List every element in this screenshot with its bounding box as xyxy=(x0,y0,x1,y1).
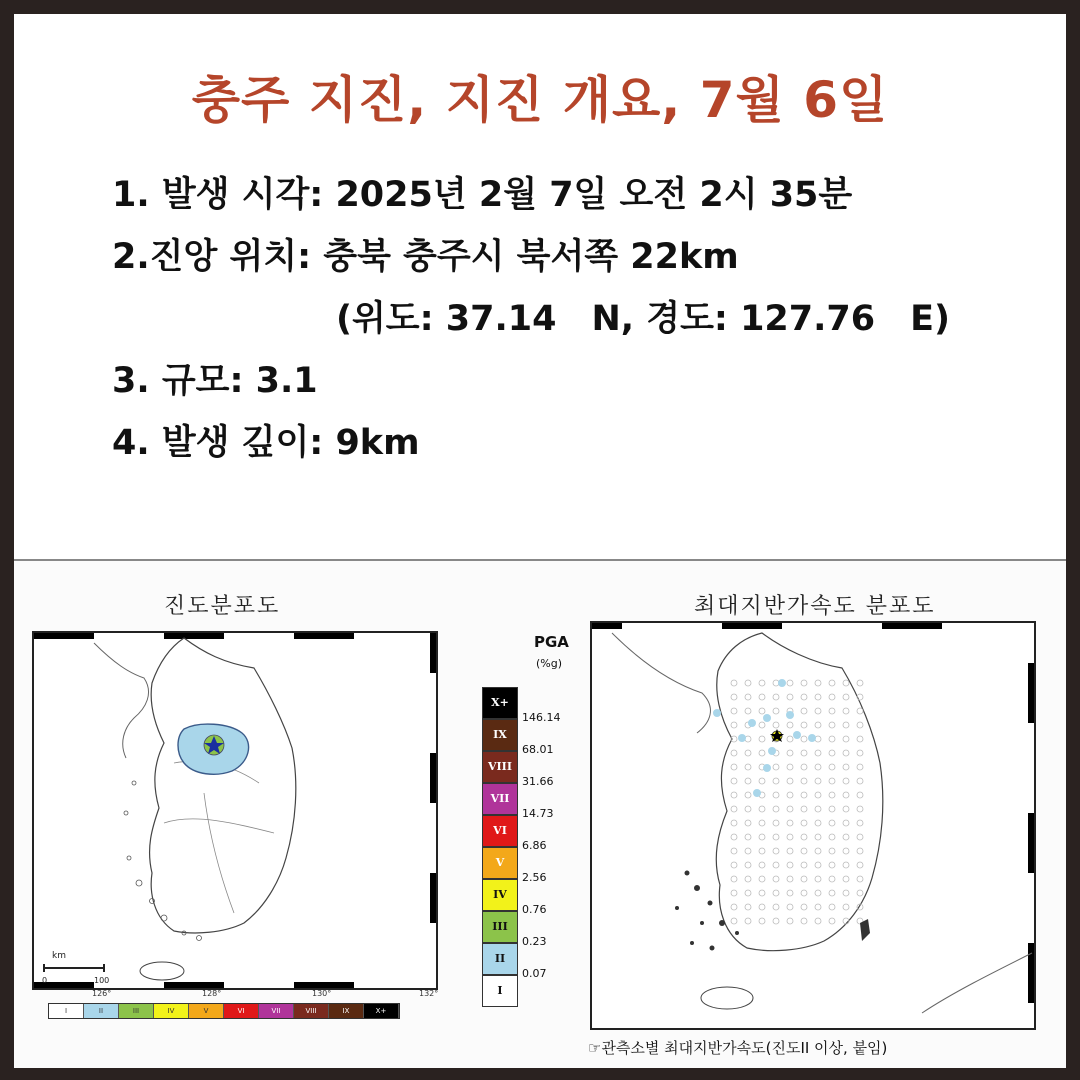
pga-unit: (%g) xyxy=(536,657,563,670)
pga-level-box: IV xyxy=(482,879,518,911)
legend-cell: I xyxy=(49,1004,84,1018)
legend-cell: IV xyxy=(154,1004,189,1018)
intensity-legend-bar xyxy=(48,1003,400,1019)
sw-islands xyxy=(675,871,739,951)
earthquake-info xyxy=(112,164,950,474)
scale-start: 0 xyxy=(42,976,48,985)
scale-end: 100 xyxy=(94,976,110,985)
info-depth: 4. 발생 깊이: 9km xyxy=(112,423,420,463)
lon-tick: 130° xyxy=(312,989,332,998)
pga-label: PGA xyxy=(534,633,569,651)
pga-note: ☞관측소별 최대지반가속도(진도II 이상, 붙임) xyxy=(588,1039,888,1057)
legend-cell: VIII xyxy=(294,1004,329,1018)
lon-tick: 132° xyxy=(419,989,439,998)
jeju-island xyxy=(140,962,184,980)
intensity-map xyxy=(32,631,438,990)
pga-level-box: IX xyxy=(482,719,518,751)
info-time: 1. 발생 시각: 2025년 2월 7일 오전 2시 35분 xyxy=(112,175,853,215)
legend-cell: VI xyxy=(224,1004,259,1018)
station-grid xyxy=(731,680,863,924)
pga-level-box: VII xyxy=(482,783,518,815)
pga-level-box: III xyxy=(482,911,518,943)
pga-map xyxy=(590,621,1036,1030)
pga-level-value: 6.86 xyxy=(522,839,547,852)
legend-cell: V xyxy=(189,1004,224,1018)
legend-cell: II xyxy=(84,1004,119,1018)
legend-cell: X+ xyxy=(364,1004,399,1018)
left-map-title: 진도분포도 xyxy=(164,594,281,619)
info-coordinates: (위도: 37.14 N, 경도: 127.76 E) xyxy=(336,299,951,339)
lon-tick: 126° xyxy=(92,989,112,998)
pga-level-box: X+ xyxy=(482,687,518,719)
scale-unit: km xyxy=(52,951,66,961)
jeju-island xyxy=(701,987,753,1009)
right-map-title: 최대지반가속도 분포도 xyxy=(694,594,936,619)
legend-cell: VII xyxy=(259,1004,294,1018)
pga-level-value: 14.73 xyxy=(522,807,554,820)
page-title: 충주 지진, 지진 개요, 7월 6일 xyxy=(191,71,889,129)
korea-outline xyxy=(150,638,296,933)
info-location: 2.진앙 위치: 충북 충주시 북서쪽 22km xyxy=(112,237,739,277)
map-panel xyxy=(14,559,1066,1068)
legend-cell: III xyxy=(119,1004,154,1018)
pga-level-box: VI xyxy=(482,815,518,847)
intensity-map-svg xyxy=(34,633,436,988)
pga-level-value: 31.66 xyxy=(522,775,554,788)
pga-level-box: V xyxy=(482,847,518,879)
lon-tick: 128° xyxy=(202,989,222,998)
pga-level-box: VIII xyxy=(482,751,518,783)
pga-level-box: I xyxy=(482,975,518,1007)
pga-level-value: 2.56 xyxy=(522,871,547,884)
pga-level-value: 68.01 xyxy=(522,743,554,756)
info-magnitude: 3. 규모: 3.1 xyxy=(112,361,318,401)
card xyxy=(14,14,1066,1066)
pga-map-svg xyxy=(592,623,1034,1028)
pga-level-value: 0.07 xyxy=(522,967,547,980)
legend-cell: IX xyxy=(329,1004,364,1018)
pga-level-box: II xyxy=(482,943,518,975)
pga-level-value: 146.14 xyxy=(522,711,561,724)
pga-level-value: 0.23 xyxy=(522,935,547,948)
pga-level-value: 0.76 xyxy=(522,903,547,916)
